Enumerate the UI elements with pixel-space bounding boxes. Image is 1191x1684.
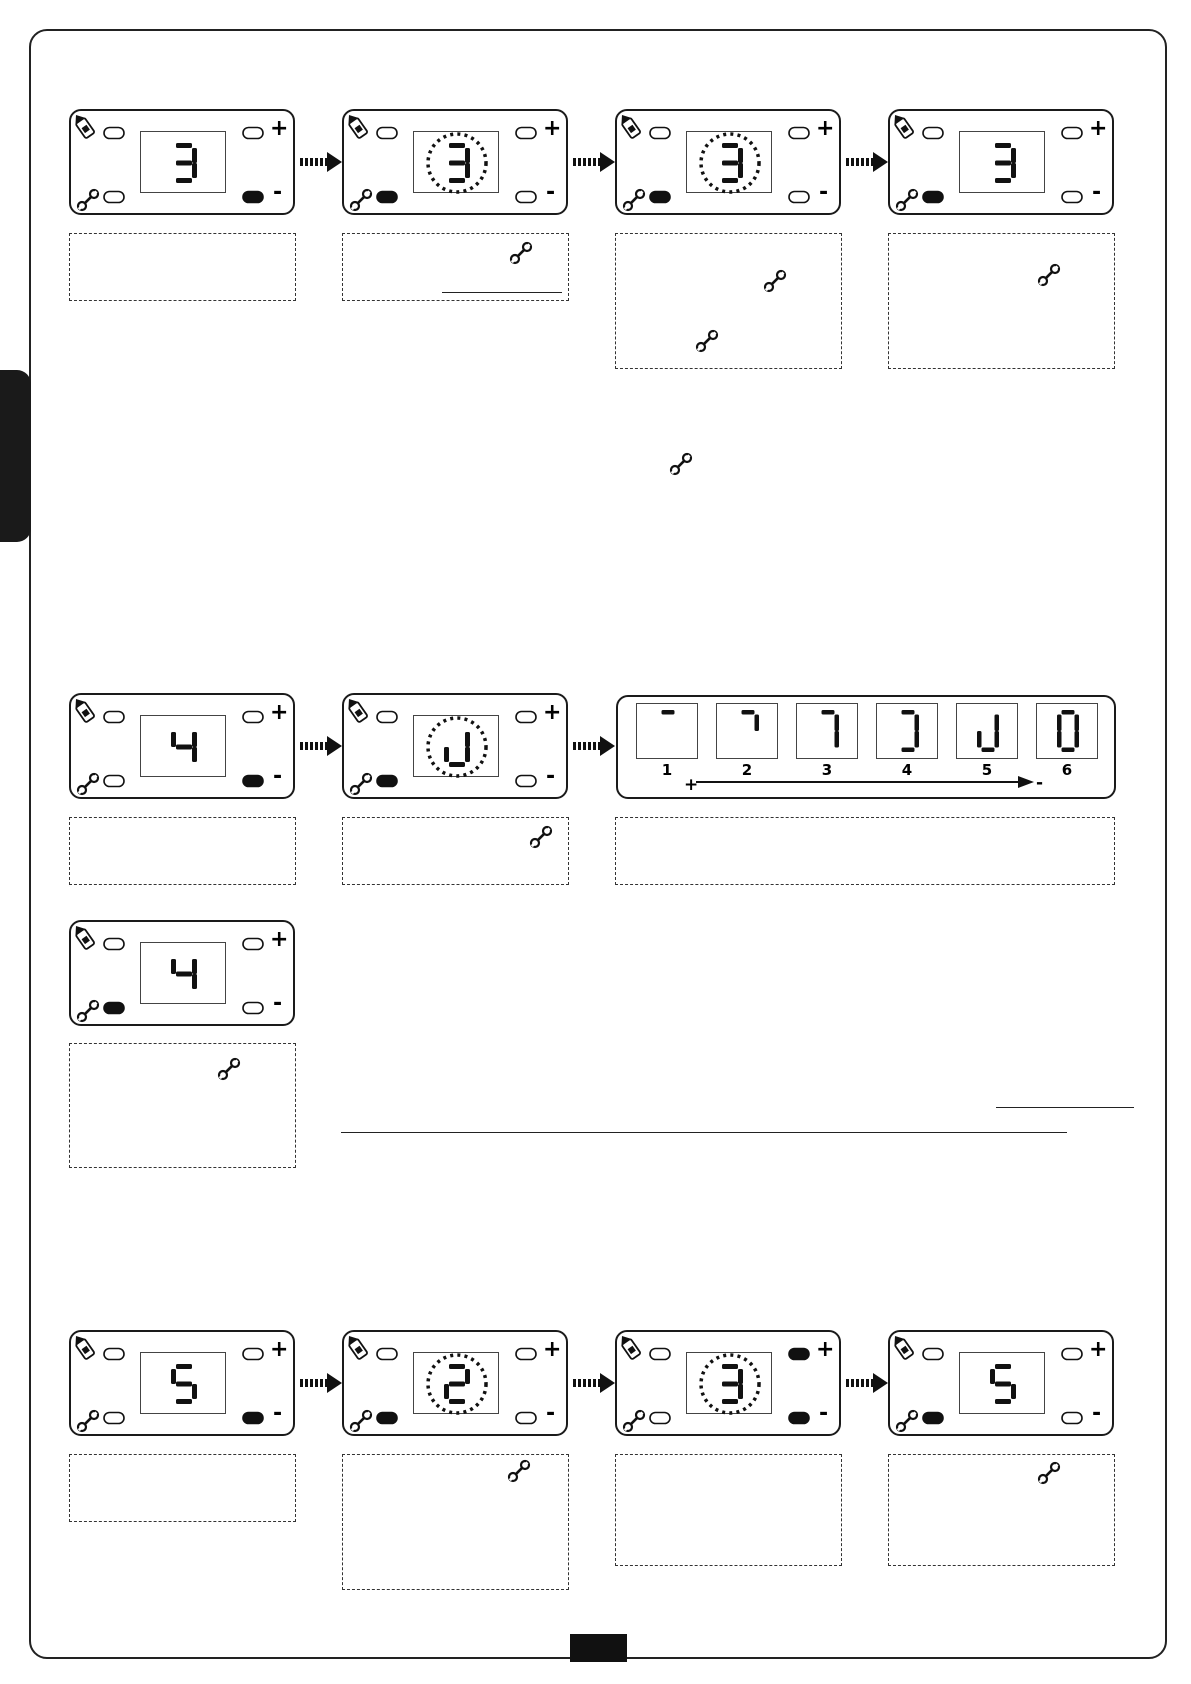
scale-plus-label: + xyxy=(684,775,699,795)
plus-symbol: + xyxy=(543,116,562,141)
wrench-icon xyxy=(216,1056,242,1082)
minus-symbol: - xyxy=(546,764,556,789)
plus-symbol: + xyxy=(543,1337,562,1362)
control-panel xyxy=(342,109,568,215)
plus-symbol: + xyxy=(1089,116,1108,141)
scale-cell-label: 4 xyxy=(901,761,913,779)
note-box xyxy=(69,817,296,885)
control-panel xyxy=(615,109,841,215)
note-box xyxy=(888,1454,1115,1566)
wrench-icon xyxy=(622,1409,646,1433)
minus-symbol: - xyxy=(1092,1401,1102,1426)
scale-cell-label: 2 xyxy=(741,761,753,779)
wrench-icon xyxy=(76,999,100,1023)
dotted-arrow-icon xyxy=(844,1371,890,1395)
lcd-display xyxy=(686,1352,772,1414)
wrench-icon xyxy=(76,188,100,212)
wrench-icon xyxy=(622,188,646,212)
dotted-arrow-icon xyxy=(298,150,344,174)
scale-cell xyxy=(636,703,698,759)
note-box xyxy=(342,1454,569,1590)
control-panel xyxy=(69,693,295,799)
minus-symbol: - xyxy=(819,180,829,205)
scale-cell xyxy=(796,703,858,759)
note-box xyxy=(615,1454,842,1566)
lcd-display xyxy=(413,131,499,193)
plus-symbol: + xyxy=(270,700,289,725)
wrench-icon xyxy=(762,268,788,294)
lcd-display xyxy=(140,131,226,193)
scale-cell-label: 3 xyxy=(821,761,833,779)
wrench-icon xyxy=(694,328,720,354)
scale-cell-label: 6 xyxy=(1061,761,1073,779)
plus-symbol: + xyxy=(270,1337,289,1362)
wrench-icon xyxy=(349,188,373,212)
plus-symbol: + xyxy=(816,1337,835,1362)
minus-symbol: - xyxy=(1092,180,1102,205)
scale-cell xyxy=(876,703,938,759)
minus-symbol: - xyxy=(273,764,283,789)
wrench-icon xyxy=(1036,1460,1062,1486)
plus-symbol: + xyxy=(270,116,289,141)
note-box xyxy=(615,233,842,369)
wrench-icon xyxy=(528,824,554,850)
control-panel xyxy=(888,109,1114,215)
plus-symbol: + xyxy=(1089,1337,1108,1362)
minus-symbol: - xyxy=(546,180,556,205)
scale-cell xyxy=(1036,703,1098,759)
wrench-icon xyxy=(508,240,534,266)
control-panel xyxy=(342,1330,568,1436)
scale-cell-label: 5 xyxy=(981,761,993,779)
wrench-icon xyxy=(506,1458,532,1484)
lcd-display xyxy=(140,1352,226,1414)
note-box xyxy=(69,1043,296,1168)
lcd-display xyxy=(413,1352,499,1414)
plus-symbol: + xyxy=(816,116,835,141)
dotted-arrow-icon xyxy=(298,1371,344,1395)
minus-symbol: - xyxy=(819,1401,829,1426)
scale-cell xyxy=(956,703,1018,759)
dotted-arrow-icon xyxy=(844,150,890,174)
wrench-icon xyxy=(349,1409,373,1433)
scale-cell-label: 1 xyxy=(661,761,673,779)
wrench-icon xyxy=(76,772,100,796)
page-number xyxy=(570,1634,627,1662)
control-panel xyxy=(615,1330,841,1436)
wrench-icon xyxy=(76,1409,100,1433)
minus-symbol: - xyxy=(546,1401,556,1426)
wrench-icon xyxy=(895,1409,919,1433)
control-panel xyxy=(342,693,568,799)
note-box xyxy=(342,233,569,301)
underline xyxy=(996,1107,1134,1108)
underline xyxy=(341,1132,1067,1133)
wrench-icon xyxy=(895,188,919,212)
control-panel xyxy=(69,109,295,215)
minus-symbol: - xyxy=(273,1401,283,1426)
side-tab xyxy=(0,370,31,542)
dotted-arrow-icon xyxy=(571,734,617,758)
wrench-icon xyxy=(1036,262,1062,288)
note-box xyxy=(69,233,296,301)
wrench-icon xyxy=(668,451,694,477)
note-box xyxy=(69,1454,296,1522)
scale-cell xyxy=(716,703,778,759)
lcd-display xyxy=(686,131,772,193)
minus-symbol: - xyxy=(273,180,283,205)
plus-symbol: + xyxy=(543,700,562,725)
level-scale-strip xyxy=(616,695,1116,799)
lcd-display xyxy=(413,715,499,777)
dotted-arrow-icon xyxy=(298,734,344,758)
control-panel xyxy=(69,1330,295,1436)
dotted-arrow-icon xyxy=(571,1371,617,1395)
lcd-display xyxy=(140,942,226,1004)
wrench-icon xyxy=(349,772,373,796)
control-panel xyxy=(888,1330,1114,1436)
minus-symbol: - xyxy=(273,991,283,1016)
underline xyxy=(442,292,562,293)
scale-minus-label: - xyxy=(1036,773,1044,793)
lcd-display xyxy=(959,1352,1045,1414)
control-panel xyxy=(69,920,295,1026)
lcd-display xyxy=(140,715,226,777)
note-box xyxy=(888,233,1115,369)
dotted-arrow-icon xyxy=(571,150,617,174)
plus-symbol: + xyxy=(270,927,289,952)
note-box xyxy=(615,817,1115,885)
lcd-display xyxy=(959,131,1045,193)
